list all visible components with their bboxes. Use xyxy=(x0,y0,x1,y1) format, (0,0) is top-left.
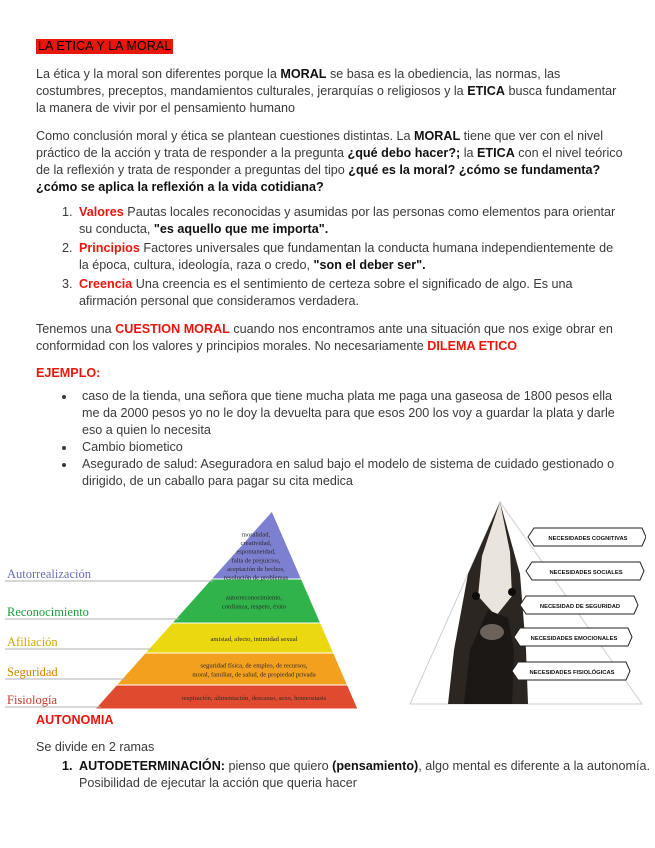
example-heading: EJEMPLO: xyxy=(36,366,101,380)
needs-pyramid xyxy=(408,500,646,708)
text: La ética y la moral son diferentes porque la xyxy=(36,67,281,81)
text: la xyxy=(460,146,478,160)
level-label: Afiliación xyxy=(7,635,58,649)
paragraph-definition xyxy=(36,66,624,117)
term: Valores xyxy=(79,205,124,219)
band-text: resolución de problemas xyxy=(223,574,289,582)
band-text: moral, familiar, de salud, de propiedad privada xyxy=(192,671,316,679)
band-text: moralidad, xyxy=(241,531,271,539)
text: pienso que quiero xyxy=(225,759,333,773)
text: tiene que ver con el nivel práctico de la acción y trata de responder a la pregunta xyxy=(36,129,604,160)
band-text: seguridad física, de empleo, de recursos, xyxy=(200,662,308,670)
list-item: • caso de la tienda, una señora que tiene mucha plata me paga una gaseosa de 1800 pesos ella me da 2000 pesos yo no le doy la devuelta para que esos 200 los voy a guardar la plata y darle eso a quien lo necesita xyxy=(76,388,624,439)
band-text: aceptación de hechos, xyxy=(227,565,285,573)
concepts-list xyxy=(36,204,624,310)
text: Una creencia es el sentimiento de certeza sobre el significado de algo. Es una afirmación personal que consideramos verdadera. xyxy=(79,277,573,308)
level-label: Seguridad xyxy=(7,665,58,679)
term-etica: ETICA xyxy=(467,84,505,98)
term-pensamiento: (pensamiento) xyxy=(332,759,419,773)
need-label: NECESIDADES EMOCIONALES xyxy=(530,636,618,642)
term-moral: MORAL xyxy=(414,129,461,143)
term: Principios xyxy=(79,241,140,255)
list-item xyxy=(76,276,624,310)
question-1: ¿qué debo hacer?; xyxy=(347,146,461,160)
need-label: NECESIDAD DE SEGURIDAD xyxy=(539,604,621,610)
level-label: Reconocimiento xyxy=(7,605,89,619)
text: se basa es la obediencia, las normas, las costumbres, preceptos, mandamientos culturales, jerarquías o religiosos y la xyxy=(36,67,561,98)
text: , algo mental es diferente a la autonomía. Posibilidad de ejecutar la acción que queria hacer xyxy=(79,759,650,790)
text: Pautas locales reconocidas y asumidas por las personas como elementos para orientar su conducta, xyxy=(79,205,616,236)
list-item xyxy=(76,240,624,274)
band-text: espontaneidad, xyxy=(236,548,276,556)
text: Como conclusión moral y ética se plantean cuestiones distintas. La xyxy=(36,129,415,143)
band-text: amistad, afecto, intimidad sexual xyxy=(210,636,298,643)
text: con el nivel teórico de la reflexión y trata de responder a preguntas del tipo xyxy=(36,146,623,177)
term: Creencia xyxy=(79,277,133,291)
document-title: LA ETICA Y LA MORAL xyxy=(38,39,172,53)
autonomia-list xyxy=(36,758,655,792)
term-cuestion-moral: CUESTION MORAL xyxy=(115,322,230,336)
divide-text: Se divide en 2 ramas xyxy=(36,740,155,754)
band-text: creatividad, xyxy=(240,540,272,548)
text: Factores universales que fundamentan la conducta humana independientemente de la época, cultura, ideología, raza o credo, xyxy=(79,241,614,272)
term-dilema-etico: DILEMA ETICO xyxy=(427,339,518,353)
list-item xyxy=(76,204,624,238)
term-moral: MORAL xyxy=(280,67,327,81)
paragraph-conclusion xyxy=(36,128,624,196)
term-etica: ETICA xyxy=(477,146,515,160)
quote: "es aquello que me importa". xyxy=(153,222,329,236)
need-label: NECESIDADES COGNITIVAS xyxy=(548,536,628,542)
band-text: respiración, alimentación, descanso, sexo, homeostasis xyxy=(181,695,327,702)
list-item: • Asegurado de salud: Aseguradora en salud bajo el modelo de sistema de cuidado gestionado o dirigido, de un caballo para pagar su cita medica xyxy=(76,456,624,490)
text: cuando nos encontramos ante una situación que nos exige obrar en conformidad con los valores y principios morales. No necesariamente xyxy=(36,322,613,353)
band-text: autorreconocimiento, xyxy=(225,594,283,602)
list-item: • Cambio biometico xyxy=(76,439,624,456)
autonomia-heading: AUTONOMIA xyxy=(36,713,114,727)
list-item xyxy=(76,758,655,792)
term: AUTODETERMINACIÓN: xyxy=(79,759,225,773)
band-text: falta de prejuicios, xyxy=(231,557,281,565)
question-2: ¿qué es la moral? ¿cómo se fundamenta? ¿cómo se aplica la reflexión a la vida cotidiana? xyxy=(36,163,601,194)
quote: "son el deber ser". xyxy=(313,258,426,272)
level-label: Autorrealización xyxy=(7,567,91,581)
document-body xyxy=(36,38,624,490)
text: busca fundamentar la manera de vivir por el pensamiento humano xyxy=(36,84,617,115)
maslow-pyramid xyxy=(0,503,358,713)
level-label: Fisiología xyxy=(7,693,58,707)
band-text: confianza, respeto, éxito xyxy=(221,603,287,611)
need-label: NECESIDADES SOCIALES xyxy=(549,570,623,576)
examples-list xyxy=(36,388,624,490)
paragraph-cuestion-moral xyxy=(36,321,624,355)
text: Tenemos una xyxy=(36,322,116,336)
need-label: NECESIDADES FISIOLÓGICAS xyxy=(529,670,615,676)
